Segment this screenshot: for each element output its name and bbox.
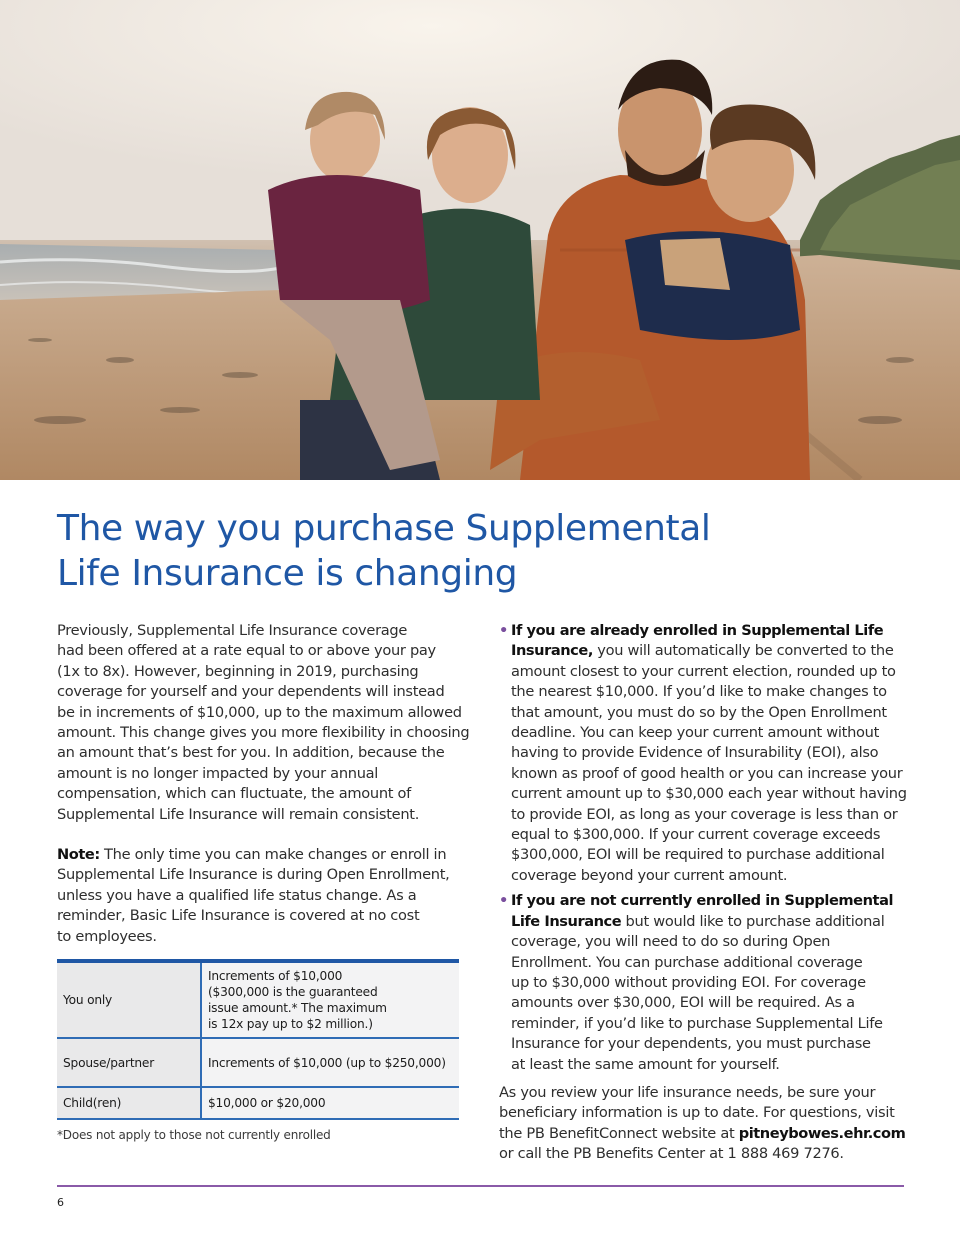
closing-paragraph: [499, 1083, 909, 1165]
bullet-line: reminder, if you’d like to purchase Supplemental Life: [511, 1014, 883, 1032]
website-link[interactable]: pitneybowes.ehr.com: [738, 1124, 906, 1142]
coverage-table: [57, 959, 459, 1120]
bullet-line: amount closest to your current election, rounded up to: [511, 662, 896, 680]
bullet-line: the nearest $10,000. If you’d like to make changes to: [511, 683, 887, 701]
bullet-line: having to provide Evidence of Insurability (EOI), also: [511, 744, 879, 762]
bullet-bold-text: Insurance,: [511, 642, 593, 660]
bullet-line: known as proof of good health or you can increase your: [511, 764, 903, 782]
footer-divider: [57, 1185, 904, 1187]
closing-line: beneficiary information is up to date. For questions, visit: [499, 1104, 895, 1122]
intro-line: be in increments of $10,000, up to the maximum allowed: [57, 703, 462, 721]
bullet-item-not-enrolled: [499, 891, 909, 1075]
intro-line: (1x to 8x). However, beginning in 2019, purchasing: [57, 662, 419, 680]
table-cell-value: [201, 1038, 459, 1087]
note-line: reminder, Basic Life Insurance is covered at no cost: [57, 907, 420, 925]
table-cell-value: [201, 1087, 459, 1119]
table-value-line: issue amount.* The maximum: [208, 1001, 387, 1015]
bullet-line: [511, 912, 909, 932]
closing-text: the PB BenefitConnect website at: [499, 1124, 739, 1142]
page-title-line-1: The way you purchase Supplemental: [57, 508, 711, 549]
hero-photo: [0, 0, 960, 480]
table-value-line: Increments of $10,000: [208, 969, 343, 983]
table-cell-value: [201, 961, 459, 1038]
bullet-line: that amount, you must do so by the Open Enrollment: [511, 703, 887, 721]
bullet-text: but would like to purchase additional: [621, 912, 885, 930]
note-label: Note:: [57, 846, 100, 864]
intro-paragraph: [57, 621, 470, 825]
bullet-bold-line: If you are already enrolled in Supplemental Life: [511, 622, 884, 639]
bullet-line: amounts over $30,000, EOI will be required. As a: [511, 994, 855, 1012]
table-row: [57, 1087, 459, 1119]
table-cell-label: You only: [57, 961, 201, 1038]
bullet-bold-text: Life Insurance: [511, 912, 622, 930]
note-paragraph: [57, 845, 467, 947]
bullet-line: current amount up to $30,000 each year without having: [511, 785, 907, 803]
bullet-line: [511, 641, 909, 661]
intro-line: Previously, Supplemental Life Insurance coverage: [57, 622, 408, 639]
intro-line: Supplemental Life Insurance will remain consistent.: [57, 805, 420, 823]
page-title: [57, 506, 777, 596]
bullet-line: coverage beyond your current amount.: [511, 866, 788, 884]
table-cell-label: Spouse/partner: [57, 1038, 201, 1087]
intro-line: had been offered at a rate equal to or above your pay: [57, 642, 436, 660]
bullet-item-enrolled: [499, 621, 909, 886]
note-line: unless you have a qualified life status change. As a: [57, 886, 417, 904]
bullet-line: up to $30,000 without providing EOI. For coverage: [511, 973, 866, 991]
intro-line: compensation, which can fluctuate, the amount of: [57, 785, 412, 803]
bullet-dot-icon: •: [499, 622, 509, 639]
intro-line: an amount that’s best for you. In addition, because the: [57, 744, 445, 762]
left-column: [57, 621, 470, 967]
table-footnote: *Does not apply to those not currently enrolled: [57, 1128, 331, 1142]
table-value-line: ($300,000 is the guaranteed: [208, 985, 378, 999]
intro-line: amount. This change gives you more flexibility in choosing: [57, 724, 470, 742]
note-line: [57, 845, 467, 865]
bullet-line: Insurance for your dependents, you must purchase: [511, 1035, 871, 1053]
closing-line: or call the PB Benefits Center at 1 888 469 7276.: [499, 1145, 844, 1163]
closing-line: [499, 1124, 909, 1144]
page-number: 6: [57, 1196, 64, 1209]
note-line: Supplemental Life Insurance is during Open Enrollment,: [57, 866, 450, 884]
table-cell-label: Child(ren): [57, 1087, 201, 1119]
bullet-bold-line: If you are not currently enrolled in Supplemental: [511, 892, 894, 910]
intro-line: amount is no longer impacted by your annual: [57, 764, 379, 782]
table-value-line: Increments of $10,000 (up to $250,000): [208, 1055, 446, 1070]
table-value-line: is 12x pay up to $2 million.): [208, 1017, 373, 1031]
bullet-text: you will automatically be converted to the: [592, 642, 894, 660]
table-row: [57, 961, 459, 1038]
bullet-line: at least the same amount for yourself.: [511, 1055, 780, 1073]
bullet-line: deadline. You can keep your current amount without: [511, 724, 880, 742]
bullet-line: Enrollment. You can purchase additional coverage: [511, 953, 863, 971]
note-first-text: The only time you can make changes or enroll in: [99, 846, 447, 864]
bullet-line: equal to $300,000. If your current coverage exceeds: [511, 826, 881, 844]
hero-photo-illustration: [0, 0, 960, 480]
table-value-line: $10,000 or $20,000: [208, 1096, 326, 1110]
closing-line: As you review your life insurance needs, be sure your: [499, 1083, 876, 1101]
bullet-line: to provide EOI, as long as your coverage is less than or: [511, 805, 898, 823]
page-title-line-2: Life Insurance is changing: [57, 553, 518, 594]
bullet-line: coverage, you will need to do so during Open: [511, 933, 831, 951]
intro-line: coverage for yourself and your dependents will instead: [57, 683, 445, 701]
table-row: [57, 1038, 459, 1087]
bullet-dot-icon: •: [499, 892, 509, 910]
right-column: [499, 621, 909, 1185]
note-line: to employees.: [57, 927, 157, 945]
bullet-line: $300,000, EOI will be required to purchase additional: [511, 846, 885, 864]
